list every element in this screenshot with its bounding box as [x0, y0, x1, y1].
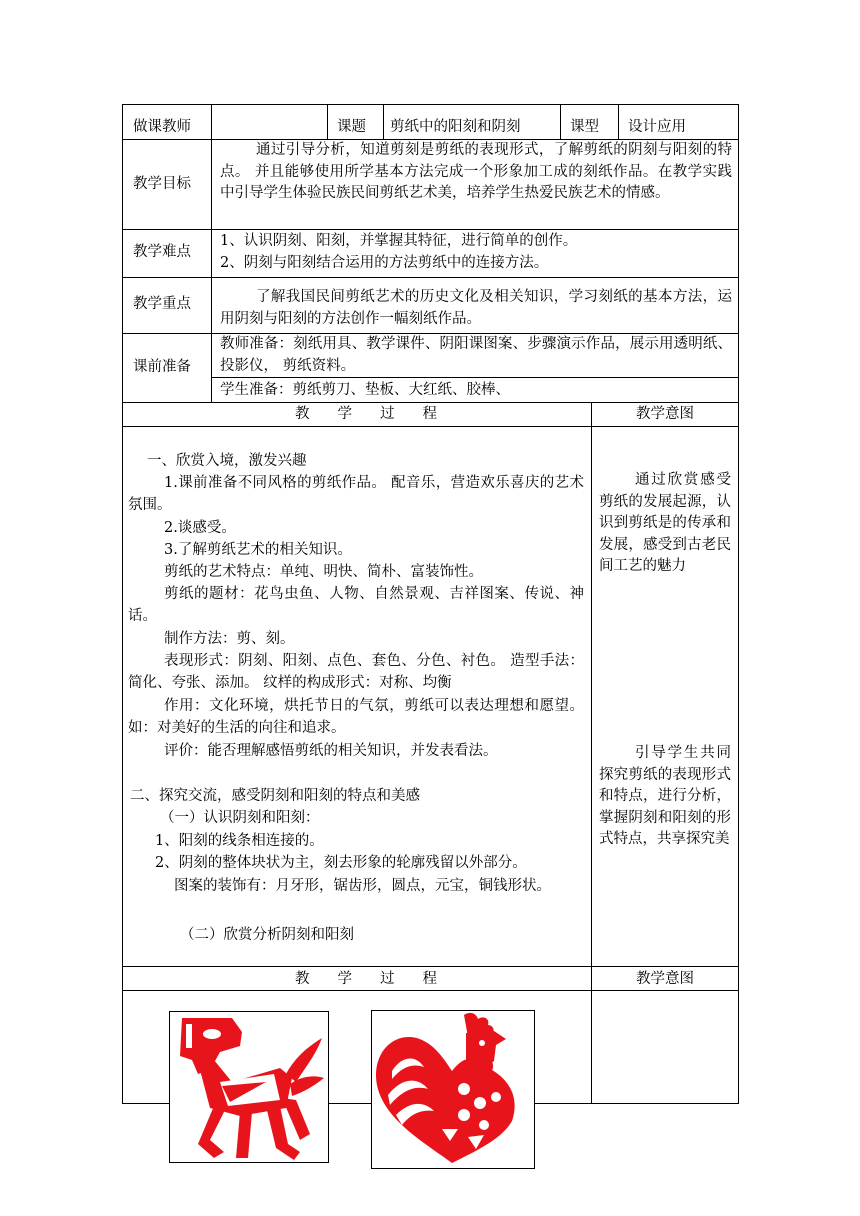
- section2-title: 二、探究交流，感受阴刻和阳刻的特点和美感: [130, 788, 420, 804]
- rule: [383, 104, 384, 139]
- rule: [211, 104, 212, 402]
- art-forms: 表现形式：阴刻、阳刻、点色、套色、分色、衬色。 造型手法：简化、夸张、添加。 纹样的构成形式：对称、均衡: [128, 653, 584, 691]
- art-subjects: 剪纸的题材：花鸟虫鱼、人物、自然景观、吉祥图案、传说、神话。: [128, 586, 584, 624]
- intent-header: 教学意图: [636, 406, 694, 422]
- section2-sub1: （一）认识阴刻和阳刻：: [160, 810, 320, 826]
- process-header: 教学过程: [295, 406, 465, 422]
- section2-sub2: （二）欣赏分析阴刻和阳刻: [180, 927, 354, 943]
- rule: [122, 990, 739, 991]
- table-border-left: [122, 104, 123, 1104]
- keypoints-text: 了解我国民间剪纸艺术的历史文化及相关知识，学习刻纸的基本方法，运用阴刻与阳刻的方法创作一幅刻纸作品。: [220, 289, 732, 327]
- decor-patterns: 图案的装饰有：月牙形，锯齿形，圆点，元宝，铜钱形状。: [174, 878, 551, 894]
- table-border-top: [122, 104, 739, 105]
- rule: [327, 104, 328, 139]
- difficulties-line1: 1、认识阴刻、阳刻，并掌握其特征，进行简单的创作。: [220, 233, 578, 249]
- process-header-2: 教学过程: [295, 971, 465, 987]
- section1-item3: 3.了解剪纸艺术的相关知识。: [164, 542, 352, 558]
- section1-title: 一、欣赏入境，激发兴趣: [147, 453, 307, 469]
- rule: [211, 377, 739, 378]
- topic-value: 剪纸中的阳刻和阴刻: [390, 119, 521, 135]
- intent-1: 通过欣赏感受剪纸的发展起源，认识到剪纸是的传承和发展，感受到古老民间工艺的魅力: [599, 472, 731, 574]
- rule: [591, 402, 592, 1103]
- art-effect: 作用：文化环境，烘托节日的气氛，剪纸可以表达理想和愿望。如：对美好的生活的向往和追求。: [128, 698, 584, 736]
- preparation-teacher: 教师准备：刻纸用具、教学课件、阴阳课图案、步骤演示作品，展示用透明纸、投影仪， 剪纸资料。: [220, 336, 732, 374]
- horse-papercut-icon: [170, 1012, 328, 1162]
- rule: [618, 104, 619, 139]
- horse-papercut-image: [169, 1011, 329, 1163]
- difficulties-label: 教学难点: [133, 244, 191, 260]
- intent-header-2: 教学意图: [636, 971, 694, 987]
- type-value: 设计应用: [628, 119, 686, 135]
- section2-item1: 1、阳刻的线条相连接的。: [155, 833, 324, 849]
- rule: [122, 229, 739, 230]
- rule: [122, 426, 739, 427]
- rooster-papercut-image: [371, 1010, 535, 1169]
- rule: [122, 966, 739, 967]
- preparation-label: 课前准备: [133, 359, 191, 375]
- section1-item1: 1.课前准备不同风格的剪纸作品。 配音乐，营造欢乐喜庆的艺术氛围。: [128, 475, 584, 513]
- teacher-label: 做课教师: [133, 119, 191, 135]
- intent-2: 引导学生共同探究剪纸的表现形式和特点，进行分析，掌握阴刻和阳刻的形式特点，共享探究美: [599, 745, 731, 847]
- table-border-right: [738, 104, 739, 1104]
- objectives-label: 教学目标: [133, 176, 191, 192]
- rule: [122, 277, 739, 278]
- objectives-text: 通过引导分析，知道剪刻是剪纸的表现形式，了解剪纸的阴刻与阳刻的特点。 并且能够使用所学基本方法完成一个形象加工成的刻纸作品。在教学实践中引导学生体验民族民间剪纸艺术美，培养学生热爱民族艺术的情感。: [220, 142, 732, 201]
- art-evaluation: 评价：能否理解感悟剪纸的相关知识，并发表看法。: [164, 743, 498, 759]
- rooster-papercut-icon: [372, 1011, 534, 1168]
- rule: [560, 104, 561, 139]
- art-features: 剪纸的艺术特点：单纯、明快、简朴、富装饰性。: [164, 564, 483, 580]
- art-method: 制作方法：剪、刻。: [164, 631, 295, 647]
- section2-item2: 2、阴刻的整体块状为主，刻去形象的轮廓残留以外部分。: [155, 855, 527, 871]
- type-label: 课型: [570, 119, 599, 135]
- section1-item2: 2.谈感受。: [164, 520, 236, 536]
- preparation-student: 学生准备：剪纸剪刀、垫板、大红纸、胶棒、: [220, 382, 510, 398]
- keypoints-label: 教学重点: [133, 296, 191, 312]
- rule: [122, 402, 739, 403]
- difficulties-line2: 2、阴刻与阳刻结合运用的方法剪纸中的连接方法。: [220, 255, 549, 271]
- topic-label: 课题: [337, 119, 366, 135]
